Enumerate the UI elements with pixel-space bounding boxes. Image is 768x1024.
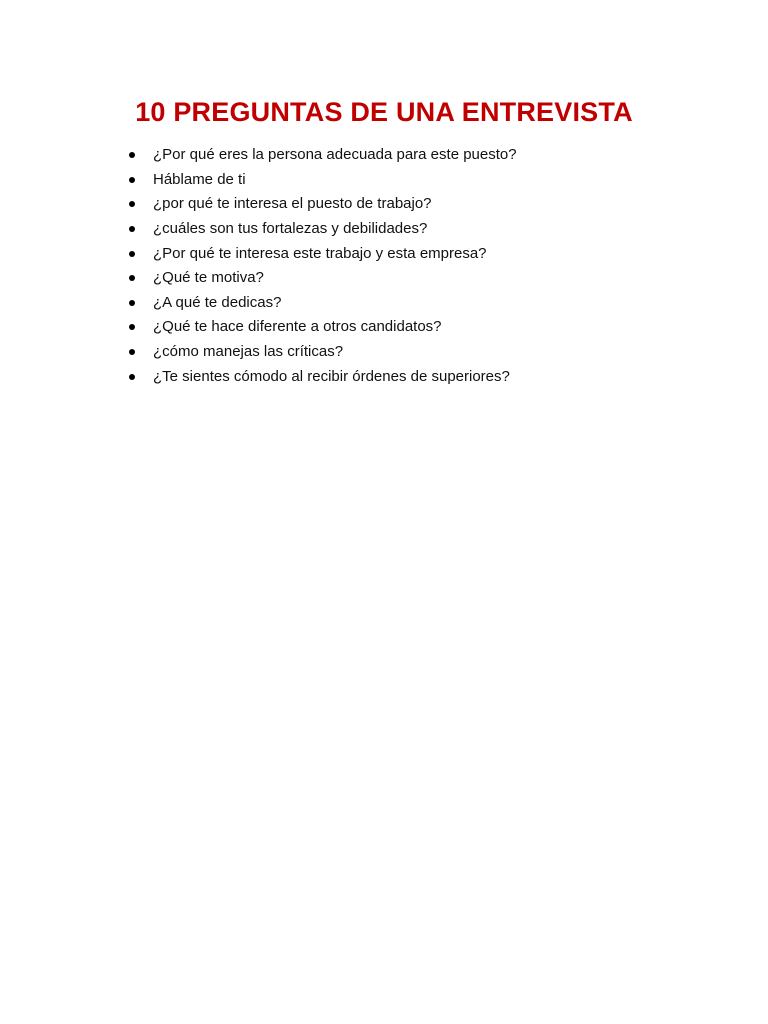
bullet-icon: [126, 266, 153, 290]
list-item: [126, 266, 686, 291]
bullet-icon: [126, 143, 153, 167]
bullet-icon: [126, 192, 153, 216]
list-item: [126, 217, 686, 242]
list-item: [126, 168, 686, 193]
question-text: ¿Te sientes cómodo al recibir órdenes de superiores?: [153, 367, 510, 385]
list-item: [126, 364, 686, 389]
question-text: ¿cuáles son tus fortalezas y debilidades?: [153, 220, 428, 238]
question-text: ¿por qué te interesa el puesto de trabajo?: [153, 195, 432, 213]
question-text: ¿Qué te motiva?: [153, 269, 264, 287]
question-text: ¿A qué te dedicas?: [153, 293, 282, 311]
bullet-icon: [126, 242, 153, 266]
bullet-icon: [126, 168, 153, 192]
question-text: ¿cómo manejas las críticas?: [153, 343, 344, 361]
bullet-icon: [126, 365, 153, 389]
question-list: [126, 143, 686, 389]
list-item: [126, 315, 686, 340]
document-title: 10 PREGUNTAS DE UNA ENTREVISTA: [135, 97, 633, 127]
list-item: [126, 192, 686, 217]
bullet-icon: [126, 217, 153, 241]
list-item: [126, 241, 686, 266]
bullet-icon: [126, 291, 153, 315]
list-item: [126, 340, 686, 365]
question-text: ¿Qué te hace diferente a otros candidatos?: [153, 318, 442, 336]
list-item: [126, 291, 686, 316]
list-item: [126, 143, 686, 168]
bullet-icon: [126, 315, 153, 339]
question-text: ¿Por qué eres la persona adecuada para este puesto?: [153, 146, 517, 164]
question-text: Háblame de ti: [153, 170, 246, 188]
bullet-icon: [126, 340, 153, 364]
question-text: ¿Por qué te interesa este trabajo y esta empresa?: [153, 244, 487, 262]
